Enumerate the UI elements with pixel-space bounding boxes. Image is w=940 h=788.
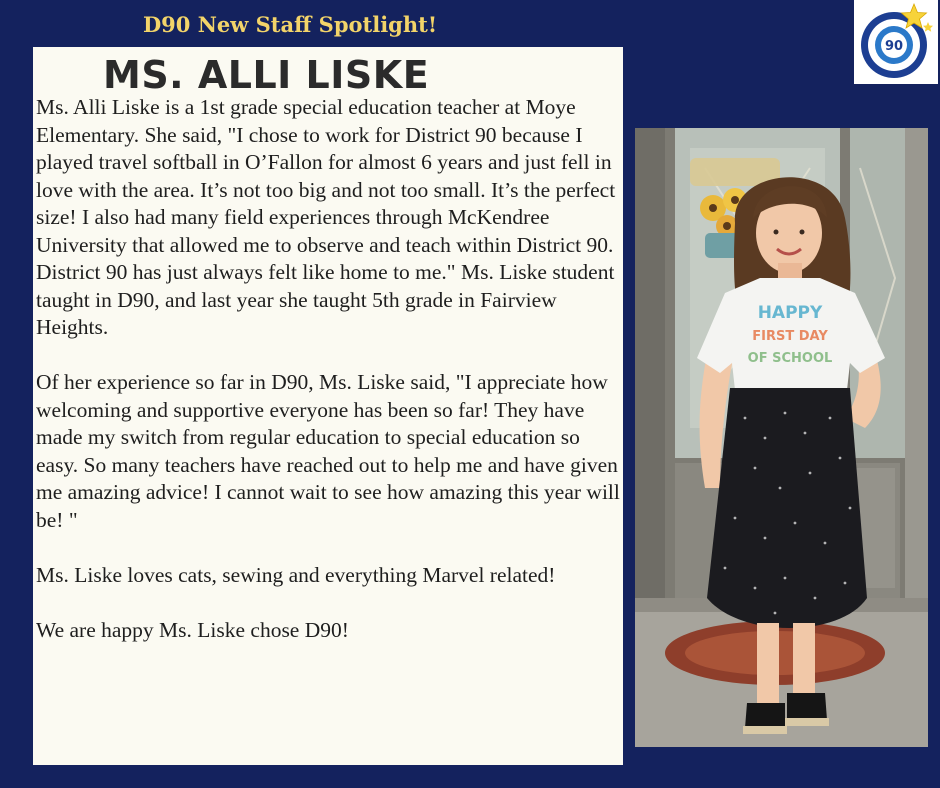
article-paragraph: Ms. Liske loves cats, sewing and everything Marvel related! xyxy=(36,562,556,587)
article-paragraph: Ms. Alli Liske is a 1st grade special education teacher at Moye Elementary. She said, "I chose to work for District 90 because I played travel softball in O’Fallon for almost 6 years and just fell in love with the area. It’s not too big and not too small. It’s the perfect size! I also had many field experiences through McKendree University that allowed me to observe and teach within District 90. District 90 has just always felt like home to me." Ms. Liske student taught in D90, and last year she taught 5th grade in Fairview Heights. xyxy=(36,95,616,339)
article-paragraph: Of her experience so far in D90, Ms. Liske said, "I appreciate how welcoming and supportive everyone has been so far! They have made my switch from regular education to special education so easy. So many teachers have reached out to help me and have given me amazing advice! I cannot wait to see how amazing this year will be! " xyxy=(36,370,620,532)
district-logo xyxy=(854,0,938,84)
staff-photo-illustration xyxy=(635,128,928,747)
page-title: D90 New Staff Spotlight! xyxy=(142,12,438,37)
staff-photo xyxy=(635,128,928,747)
shirt-text: OF SCHOOL xyxy=(747,351,833,366)
logo-graphic xyxy=(854,0,938,84)
logo-label: 90 xyxy=(884,39,904,54)
shirt-text: FIRST DAY xyxy=(752,329,828,344)
shirt-text: HAPPY xyxy=(757,303,823,323)
article-paragraph: We are happy Ms. Liske chose D90! xyxy=(36,617,349,642)
article-body xyxy=(36,94,620,644)
article-panel xyxy=(33,47,623,765)
staff-name: MS. ALLI LISKE xyxy=(103,53,430,97)
